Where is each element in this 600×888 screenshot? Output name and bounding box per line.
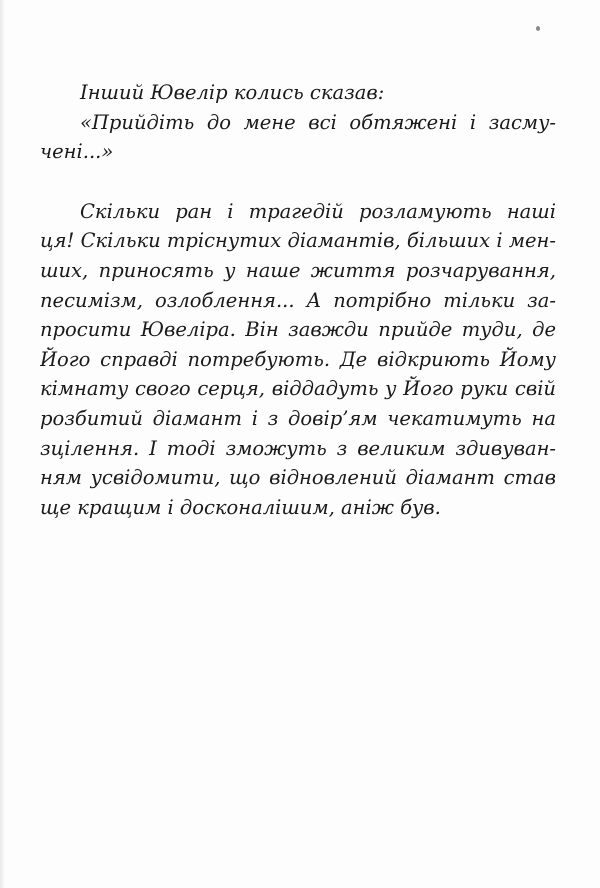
- page-edge-shadow: [0, 0, 5, 888]
- page-text: [40, 78, 556, 522]
- paragraph-line: Його справді потребують. Де відкриють Йому: [40, 347, 556, 371]
- paragraph-gap: [40, 167, 556, 197]
- paragraph-line: кімнату свого серця, віддадуть у Його руки свій: [40, 377, 556, 401]
- paragraph-line: ця! Скільки тріснутих діамантів, більших і мен-: [40, 229, 556, 253]
- epigraph-line-1: Інший Ювелір колись сказав:: [80, 81, 385, 104]
- paragraph-line: ших, приносять у наше життя розчарування,: [40, 258, 556, 282]
- paragraph-line: просити Ювеліра. Він завжди прийде туди, де: [40, 318, 556, 342]
- print-speck: [536, 26, 540, 31]
- epigraph-line-3: чені...»: [40, 140, 114, 164]
- epigraph-line-2: «Прийдіть до мене всі обтяжені і засму-: [80, 110, 556, 134]
- paragraph-line: розбитий діамант і з довір’ям чекатимуть на: [40, 406, 556, 430]
- paragraph-line: Скільки ран і трагедій розламують наші: [80, 199, 556, 223]
- paragraph-line-last: ще кращим і досконалішим, аніж був.: [40, 495, 441, 519]
- paragraph-line: ням усвідомити, що відновлений діамант став: [40, 466, 556, 490]
- paragraph-line: зцілення. І тоді зможуть з великим здивуван-: [40, 436, 556, 460]
- paragraph-line: песимізм, озлоблення... А потрібно тільки за-: [40, 288, 556, 312]
